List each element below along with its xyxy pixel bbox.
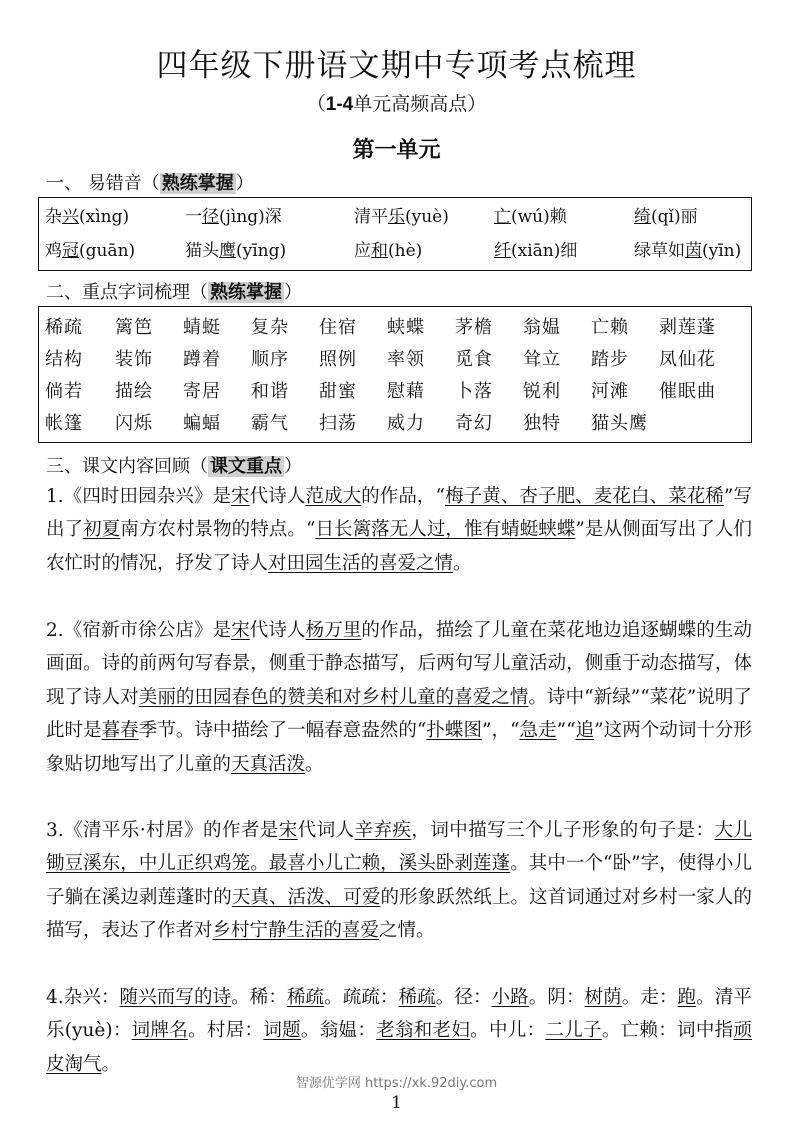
vocab-word: 凤仙花 [659,349,716,370]
paragraph-text: 。 [305,753,324,775]
unit-heading: 第一单元 [352,137,441,163]
section-label: 二、重点字词梳理（ [46,282,208,303]
page-number: 1 [391,1093,402,1113]
pronunciation-pinyin: (wú)赖 [511,207,567,227]
paragraph-4 [46,981,752,1081]
pronunciation-pinyin: (yuè) [405,207,449,227]
key-phrase: 稀疏 [398,987,436,1008]
highlight-tag: 熟练掌握 [161,173,234,194]
paragraph-text: ”“ [556,720,576,742]
paragraph-2 [46,614,752,781]
vocab-word: 帐篷 [45,413,83,434]
key-phrase: 词牌名 [131,1020,189,1042]
paragraph-text: 之情。 [379,920,435,942]
vocab-word: 威力 [387,413,425,434]
pronunciation-target-char: 冠 [62,241,79,261]
vocab-word: 蜻蜓 [183,317,221,338]
paragraph-text: 。亡赖：词中指 [601,1020,734,1042]
key-phrase: 杨万里 [305,620,362,641]
key-phrase: 顽皮淘气 [46,1020,752,1075]
pronunciation-item [45,202,129,227]
vocab-word: 猫头鹰 [591,413,648,434]
paragraph-text: ”，“ [482,720,520,742]
subtitle-open: （ [306,93,326,115]
vocab-word: 霸气 [251,413,289,434]
pronunciation-target-char: 鹰 [219,241,236,261]
pronunciation-pinyin: (guān) [79,241,136,261]
paragraph-text: 。径： [435,987,492,1008]
pronunciation-pinyin: (xiān)细 [511,241,578,261]
key-phrase: 宋 [231,486,250,507]
vocab-word: 独特 [523,413,561,434]
key-phrase: 追 [575,720,595,742]
pronunciation-item [354,236,422,261]
pronunciation-item [494,202,567,227]
key-phrase: 日长篱落无人过，惟有蜻蜓蛱蝶 [315,519,576,541]
vocab-word: 篱笆 [115,317,153,338]
pronunciation-prefix: 绿草如 [634,241,685,261]
paragraph-text: 的作品，“ [361,486,445,507]
key-phrase: 二儿子 [545,1020,602,1042]
pronunciation-prefix: 鸡 [45,241,62,261]
paragraph-text: 。中儿： [470,1020,546,1042]
vocab-word: 河滩 [591,381,629,402]
key-phrase: 初夏 [83,519,121,541]
paragraph-text: 代诗人 [249,620,306,641]
pronunciation-prefix: 清平 [354,207,388,227]
vocab-word: 扫荡 [319,413,357,434]
vocab-word: 蹲着 [183,349,221,370]
vocab-word: 锐利 [523,381,561,402]
paragraph-text: 南方农村景物的特点。“ [120,519,316,541]
pronunciation-target-char: 乐 [388,207,405,227]
vocab-word: 亡赖 [591,317,629,338]
paragraph-text: 3.《清平乐·村居》的作者是 [46,820,279,841]
vocabulary-box [38,306,752,443]
subtitle-rest: 单元高频高点） [353,93,487,115]
paragraph-text: ”这两个动词十分形象贴切地写出了儿童的 [46,720,752,775]
pronunciation-target-char: 亡 [494,207,511,227]
pronunciation-target-char: 和 [371,241,388,261]
vocab-word: 寄居 [183,381,221,402]
paragraph-text: 。村居： [188,1020,264,1042]
key-phrase: 对田园生活的喜爱之情 [268,552,454,574]
pronunciation-target-char: 茵 [685,241,702,261]
key-phrase: 树荫 [584,987,622,1008]
pronunciation-pinyin: (hè) [388,241,423,261]
paragraph-text: 的作品，描绘了儿童在菜花地边追逐蝴蝶的生动画面。诗的前两句写春景，侧重于静态描写，后两句写儿童活动，侧重于动态描写，体现了诗人对 [46,620,752,708]
paragraph-text: 。翁媪： [300,1020,377,1042]
section-close: ） [284,282,302,303]
vocab-word: 慰藉 [387,381,425,402]
highlight-tag: 熟练掌握 [210,282,282,303]
vocab-word: 翁媪 [523,317,561,338]
pronunciation-target-char: 兴 [62,207,79,227]
vocab-word: 倘若 [45,381,83,402]
paragraph-text: ”是从侧面写出了人们农忙时的情况，抒发了诗人 [46,519,752,574]
section-heading-pronunciation [46,169,254,195]
paragraph-text: 代词人 [297,820,355,841]
paragraph-text: 。疏疏： [324,987,399,1008]
pronunciation-item [634,202,698,227]
pronunciation-item [185,236,286,261]
pronunciation-item [494,236,577,261]
vocab-word: 剥莲蓬 [659,317,716,338]
highlight-tag: 课文重点 [210,456,282,477]
key-phrase: 稀疏 [286,987,325,1008]
pronunciation-target-char: 绮 [634,207,651,227]
watermark-footer: 智源优学网 https://xk.92diy.com [295,1076,498,1091]
pronunciation-pinyin: (xìng) [79,207,130,227]
vocab-word: 装饰 [115,349,153,370]
key-phrase: 跑 [677,987,697,1008]
paragraph-text: 季节。诗中描绘了一幅春意盎然的“ [138,720,427,742]
vocab-word: 照例 [319,349,357,370]
paragraph-text: 。清平乐(yuè)： [46,987,752,1042]
pronunciation-pinyin: (jìng)深 [219,207,282,227]
pronunciation-prefix: 猫头 [185,241,219,261]
pronunciation-prefix: 应 [354,241,371,261]
vocab-word: 蝙蝠 [183,413,221,434]
section-close: ） [284,456,302,477]
vocab-word: 复杂 [251,317,289,338]
vocab-word: 描绘 [115,381,153,402]
key-phrase: 老翁和老妇 [376,1020,471,1042]
paragraph-text: 。其中一个“卧”字，使得小儿子躺在溪边剥莲蓬时的 [46,853,752,908]
vocab-word: 稀疏 [45,317,83,338]
pronunciation-prefix: 一 [185,207,202,227]
section-heading-review [46,452,302,478]
vocab-word: 耸立 [523,349,561,370]
section-label: 三、课文内容回顾（ [46,456,208,477]
paragraph-text: 。 [101,1053,121,1075]
pronunciation-box [38,197,752,271]
key-phrase: 范成大 [305,486,362,507]
vocab-word: 踏步 [591,349,629,370]
pronunciation-item [45,236,135,261]
vocab-word: 茅檐 [455,317,493,338]
vocab-word: 顺序 [251,349,289,370]
section-label: 一、 易错音（ [46,173,160,194]
vocab-word: 率领 [387,349,425,370]
paragraph-text: 代诗人 [249,486,306,507]
pronunciation-item [185,202,282,227]
paragraph-text: 。阴： [528,987,585,1008]
vocab-word: 住宿 [319,317,357,338]
section-close: ） [235,173,254,194]
key-phrase: 辛弃疾 [354,820,412,841]
vocab-word: 甜蜜 [319,381,357,402]
paragraph-text: 2.《宿新市徐公店》是 [46,620,232,641]
paragraph-3 [46,814,752,948]
paragraph-1 [46,480,752,580]
document-title: 四年级下册语文期中专项考点梳理 [156,48,637,84]
vocab-word: 卜落 [455,381,493,402]
vocab-word: 闪烁 [115,413,153,434]
key-phrase: 急走 [519,720,557,742]
vocab-word: 觅食 [455,349,493,370]
paragraph-text: 。走： [621,987,678,1008]
key-phrase: 乡村宁静生活的喜爱 [212,920,380,942]
key-phrase: 天真、活泼、可爱 [231,886,381,908]
paragraph-text: 1.《四时田园杂兴》是 [46,486,232,507]
key-phrase: 宋 [278,820,298,841]
vocab-word: 结构 [45,349,83,370]
pronunciation-target-char: 径 [202,207,219,227]
paragraph-text: ，词中描写三个儿子形象的句子是： [411,820,715,841]
pronunciation-pinyin: (yīn) [702,241,742,261]
key-phrase: 大儿锄豆溪东，中儿正织鸡笼。最喜小儿亡赖，溪头卧剥莲蓬 [46,820,752,875]
vocab-word: 和谐 [251,381,289,402]
paragraph-text: 的形象跃然纸上。这首词通过对乡村一家人的描写，表达了作者对 [46,886,752,942]
key-phrase: 小路 [491,987,529,1008]
vocab-word: 奇幻 [455,413,493,434]
pronunciation-pinyin: (yīng) [236,241,287,261]
key-phrase: 扑蝶图 [426,720,482,742]
pronunciation-pinyin: (qǐ)丽 [651,207,698,227]
paragraph-text: 。稀： [231,987,287,1008]
key-phrase: 天真活泼 [231,753,306,775]
paragraph-text: 。 [453,552,472,574]
vocab-word: 催眠曲 [659,381,716,402]
key-phrase: 词题 [263,1020,301,1042]
key-phrase: 随兴而写的诗 [119,987,232,1008]
pronunciation-prefix: 杂 [45,207,62,227]
pronunciation-item [354,202,449,227]
paragraph-text: 。诗中“新绿”“菜花”说明了此时是 [46,686,752,742]
key-phrase: 梅子黄、杏子肥、麦花白、菜花稀 [444,486,724,507]
pronunciation-item [634,236,741,261]
paragraph-text: 4.杂兴： [46,987,120,1008]
key-phrase: 美丽的田园春色的赞美和对乡村儿童的喜爱之情 [138,686,529,708]
document-subtitle [0,89,793,116]
vocab-word: 蛱蝶 [387,317,425,338]
section-heading-vocabulary [46,278,302,304]
pronunciation-target-char: 纤 [494,241,511,261]
key-phrase: 宋 [231,620,250,641]
paragraph-text: ”写出了 [46,486,752,541]
key-phrase: 暮春 [101,720,139,742]
subtitle-range: 1-4 [325,94,354,115]
